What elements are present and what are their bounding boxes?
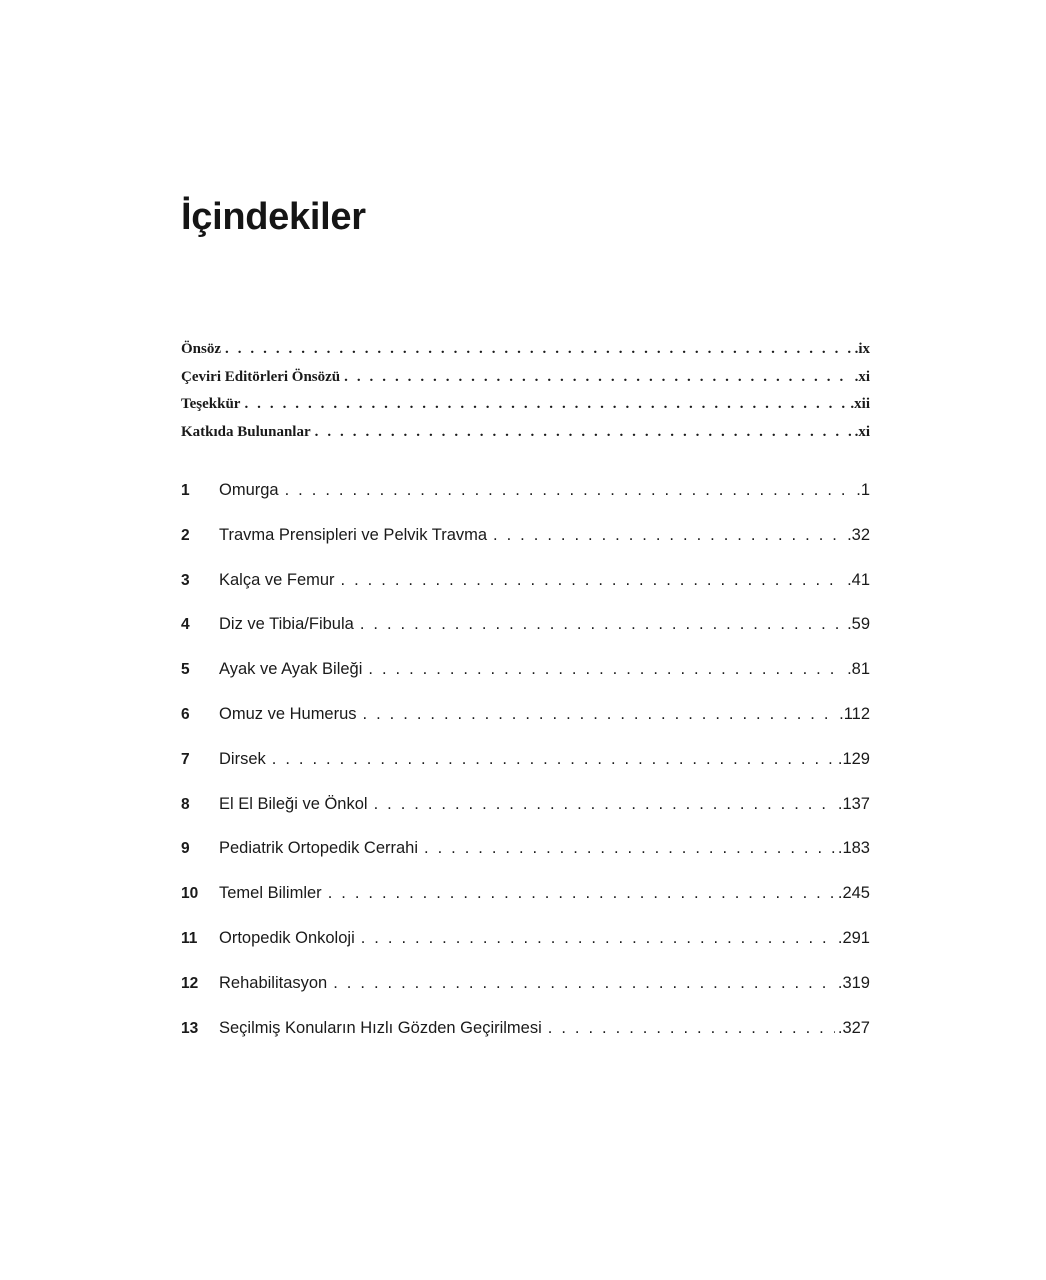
chapter-number: 6 <box>181 705 190 723</box>
chapter-title: Diz ve Tibia/Fibula <box>219 615 354 634</box>
front-matter-item[interactable] <box>181 369 870 397</box>
chapter-item[interactable] <box>181 481 870 526</box>
chapter-title: Kalça ve Femur <box>219 570 335 589</box>
chapter-page: .129 <box>837 749 870 768</box>
chapter-number: 9 <box>181 840 190 858</box>
chapter-page: .41 <box>847 570 870 589</box>
dot-leader <box>244 396 846 413</box>
chapter-number: 2 <box>181 526 190 544</box>
chapter-page: .319 <box>837 973 870 992</box>
chapter-title: Seçilmiş Konuların Hızlı Gözden Geçirilmesi <box>219 1018 542 1037</box>
chapter-number: 3 <box>181 571 190 589</box>
front-matter-list <box>181 341 870 451</box>
chapter-title: Rehabilitasyon <box>219 973 328 992</box>
dot-leader <box>363 705 837 724</box>
chapter-number: 12 <box>181 974 199 992</box>
front-matter-label: Katkıda Bulunanlar <box>181 423 311 440</box>
dot-leader <box>548 1019 835 1038</box>
chapter-number: 5 <box>181 661 190 679</box>
chapter-number: 1 <box>181 482 190 499</box>
dot-leader <box>368 660 844 679</box>
page-title: İçindekiler <box>181 196 366 238</box>
front-matter-page: .xi <box>854 368 870 385</box>
dot-leader <box>285 481 854 500</box>
dot-leader <box>493 526 844 545</box>
front-matter-item[interactable] <box>181 341 870 369</box>
dot-leader <box>315 424 851 441</box>
front-matter-item[interactable] <box>181 424 870 452</box>
front-matter-page: .xii <box>850 396 870 412</box>
chapter-item[interactable] <box>181 839 870 884</box>
dot-leader <box>272 750 835 769</box>
front-matter-label: Önsöz <box>181 341 222 357</box>
chapter-title: Dirsek <box>219 749 266 768</box>
chapter-title: Ortopedik Onkoloji <box>219 928 355 947</box>
chapter-item[interactable] <box>181 571 870 616</box>
chapter-list <box>181 481 870 1063</box>
dot-leader <box>374 795 835 814</box>
chapter-item[interactable] <box>181 974 870 1019</box>
chapter-page: .81 <box>847 660 870 679</box>
chapter-title: Temel Bilimler <box>219 884 322 903</box>
dot-leader <box>344 369 850 386</box>
chapter-item[interactable] <box>181 705 870 750</box>
chapter-page: .327 <box>837 1018 870 1037</box>
chapter-page: .112 <box>839 704 870 723</box>
chapter-number: 13 <box>181 1019 199 1037</box>
front-matter-page: .xi <box>854 423 870 440</box>
dot-leader <box>360 615 844 634</box>
chapter-item[interactable] <box>181 750 870 795</box>
chapter-item[interactable] <box>181 795 870 840</box>
chapter-title: El El Bileği ve Önkol <box>219 794 368 813</box>
dot-leader <box>361 929 835 948</box>
chapter-title: Travma Prensipleri ve Pelvik Travma <box>219 525 488 544</box>
chapter-item[interactable] <box>181 884 870 929</box>
chapter-item[interactable] <box>181 526 870 571</box>
chapter-number: 8 <box>181 795 190 813</box>
front-matter-label: Teşekkür <box>181 396 241 412</box>
chapter-page: .32 <box>847 525 870 544</box>
chapter-title: Omuz ve Humerus <box>219 704 357 723</box>
dot-leader <box>333 974 835 993</box>
chapter-title: Omurga <box>219 481 279 499</box>
chapter-title: Pediatrik Ortopedik Cerrahi <box>219 839 418 858</box>
dot-leader <box>225 341 851 358</box>
chapter-page: .291 <box>837 928 870 947</box>
chapter-number: 4 <box>181 616 190 634</box>
chapter-item[interactable] <box>181 615 870 660</box>
chapter-item[interactable] <box>181 1019 870 1064</box>
chapter-number: 10 <box>181 885 199 903</box>
chapter-number: 7 <box>181 750 190 768</box>
chapter-page: .137 <box>837 794 870 813</box>
dot-leader <box>341 571 845 590</box>
front-matter-label: Çeviri Editörleri Önsözü <box>181 368 341 385</box>
chapter-page: .1 <box>856 481 870 499</box>
chapter-number: 11 <box>181 929 198 947</box>
front-matter-page: .ix <box>854 341 870 357</box>
chapter-item[interactable] <box>181 660 870 705</box>
front-matter-item[interactable] <box>181 396 870 424</box>
chapter-page: .183 <box>837 839 870 858</box>
chapter-item[interactable] <box>181 929 870 974</box>
chapter-page: .245 <box>837 884 870 903</box>
chapter-page: .59 <box>847 615 870 634</box>
chapter-title: Ayak ve Ayak Bileği <box>219 660 363 679</box>
dot-leader <box>424 839 835 858</box>
dot-leader <box>328 884 835 903</box>
